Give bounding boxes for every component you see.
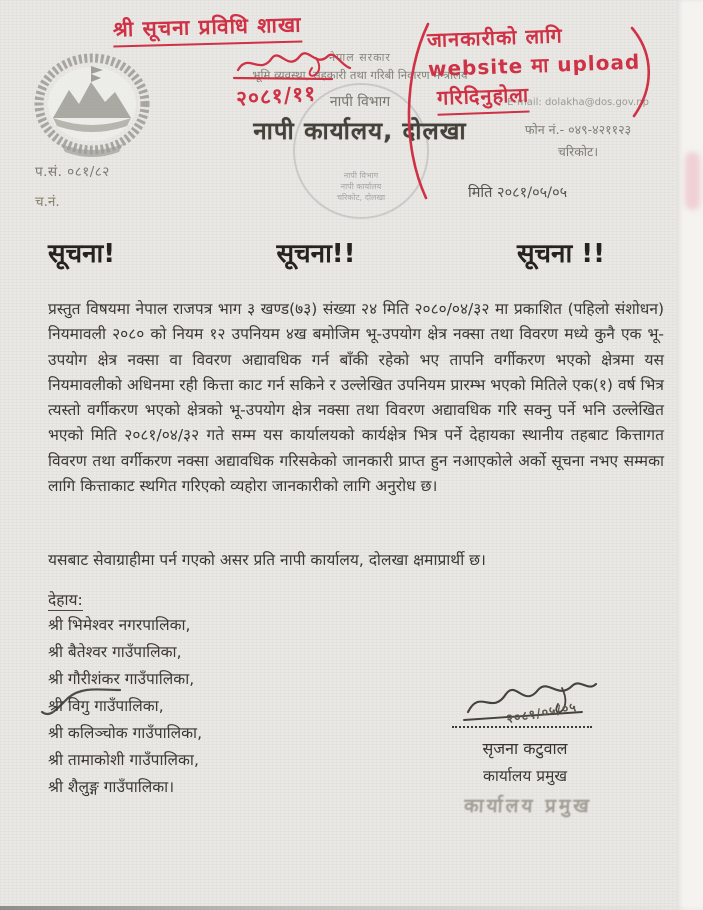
list-item: श्री कलिञ्चोक गाउँपालिका, (48, 724, 203, 742)
apology-paragraph: यसबाट सेवाग्राहीमा पर्न गएको असर प्रति नापी कार्यालय, दोलखा क्षमाप्रार्थी छ। (48, 551, 486, 569)
government-name: नेपाल सरकार (329, 51, 391, 64)
list-item: श्री गौरीशंकर गाउँपालिका, (48, 670, 195, 688)
notice-body-paragraph: प्रस्तुत विषयमा नेपाल राजपत्र भाग ३ खण्ड(७३) संख्या २४ मिति २०८०/०४/३२ मा प्रकाशित (पहिलो संशोधन) नियमावली २०८० को नियम १२ उपनियम ४ख बमोजिम भू-उपयोग क्षेत्र नक्सा तथा विवरण मध्ये कुनै एक भू-उपयोग क्षेत्र नक्सा वा विवरण अद्यावधिक गर्न बाँकी रहेको भए तापनि वर्गीकरण भएको क्षेत्रमा यस नियमावलीको अधिनमा रही कित्ता काट गर्न सकिने र उल्लेखित उपनियम प्रारम्भ भएको मितिले एक(१) वर्ष भित्र त्यस्तो वर्गीकरण भएको क्षेत्रको भू-उपयोग क्षेत्र नक्सा तथा विवरण अद्यावधिक गरि सक्नु पर्ने भनि उल्लेखित भएको मिति २०८१/०४/३२ गते सम्म यस कार्यालयको कार्यक्षेत्र भित्र पर्ने देहायका स्थानीय तहबाट कित्तागत विवरण तथा वर्गीकरण नक्सा अद्यावधिक गरिसकेको जानकारी प्राप्त हुन नआएकोले अर्को सूचना नभए सम्मका लागि कित्ताकाट स्थगित गरिएको व्यहोरा जानकारीको लागि अनुरोध छ। (48, 300, 664, 496)
scan-edge-bottom (0, 906, 703, 910)
reference-number: प.सं. ०८१/८२ (35, 164, 110, 180)
upload-note-line2: website मा upload (427, 49, 641, 82)
list-item: श्री विगु गाउँपालिका, (48, 697, 164, 715)
notice-heading-1: सूचना! (48, 239, 116, 269)
notice-heading-2: सूचना!! (276, 239, 356, 269)
faded-title-stamp: कार्यालय प्रमुख (463, 795, 593, 817)
signature-dotted-line (452, 726, 592, 728)
office-email: E-mail: dolakha@dos.gov.np (507, 97, 649, 108)
handwritten-upload-note (426, 18, 659, 116)
list-item: श्री भिमेश्वर नगरपालिका, (48, 616, 191, 634)
stamp-text-line: नापी विभाग (343, 171, 379, 180)
office-name: नापी कार्यालय, दोलखा (253, 117, 467, 145)
upload-note-line1: जानकारीको लागि (426, 23, 564, 53)
office-phone: फोन नं.- ०४९-४२११२३ (524, 122, 632, 137)
red-initials-signature-icon (232, 46, 358, 82)
department-name: नापी विभाग (329, 94, 391, 110)
list-item: श्री तामाकोशी गाउँपालिका, (48, 751, 199, 769)
signatory-title: कार्यालय प्रमुख (482, 767, 568, 785)
signatory-name: सृजना कटुवाल (482, 739, 568, 758)
notice-heading-row (48, 234, 605, 270)
stamp-text-line: नापी कार्यालय (340, 182, 382, 191)
list-item: श्री शैलुङ्ग गाउँपालिका। (48, 778, 175, 796)
notice-heading-3: सूचना !! (516, 239, 605, 269)
nepal-government-emblem-icon (33, 52, 151, 170)
scan-edge-right (677, 0, 703, 910)
office-place: चरिकोट। (557, 144, 599, 159)
handwritten-routing-note: श्री सूचना प्रविधि शाखा (113, 11, 302, 48)
list-item: श्री बैतेश्वर गाउँपालिका, (48, 643, 182, 661)
stamp-text-line: चरिकोट, दोलखा (336, 193, 386, 202)
list-label: देहाय: (48, 591, 83, 609)
ministry-name: भूमि व्यवस्था, सहकारी तथा गरिबी निवारण मन्त्रालय (252, 68, 468, 82)
red-parenthesis-close-icon (628, 26, 656, 118)
upload-note-line3: गरिदिनुहोला (437, 81, 530, 116)
handwritten-routing-date: २०८१/११ (235, 81, 317, 111)
checkmark-icon (38, 686, 124, 718)
dispatch-number-label: च.नं. (35, 194, 60, 210)
pink-ink-smear (685, 152, 700, 210)
letter-date: मिति २०८१/०५/०५ (468, 185, 568, 201)
handwritten-signature-date: २०८१/०५/०५ (505, 698, 578, 727)
